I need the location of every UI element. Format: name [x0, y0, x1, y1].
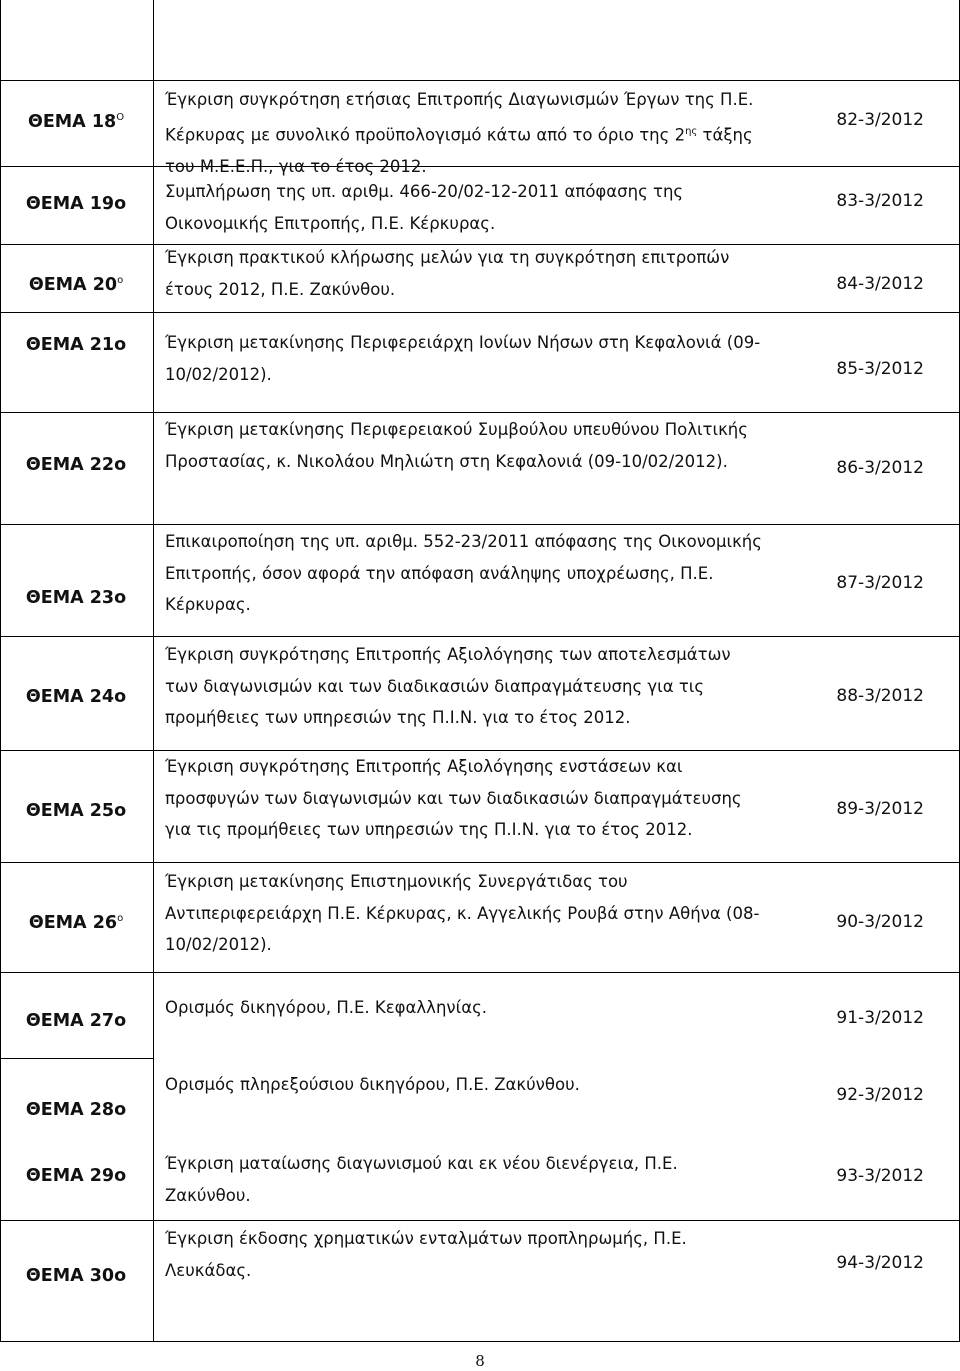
topic-label: ΘΕΜΑ 29ο [25, 1166, 127, 1186]
decision-number: 92-3/2012 [836, 1085, 924, 1105]
decision-number: 84-3/2012 [836, 274, 924, 294]
topic-label: ΘΕΜΑ $26^o$ [28, 913, 124, 933]
row-divider [0, 312, 959, 313]
topic-label: ΘΕΜΑ $18^O$ [27, 112, 125, 132]
column-divider [153, 0, 154, 1341]
topic-superscript: ο [117, 275, 124, 287]
topic-label: ΘΕΜΑ 27ο [25, 1011, 127, 1031]
decision-number: 87-3/2012 [836, 573, 924, 593]
decision-number: 83-3/2012 [836, 191, 924, 211]
page-number: 8 [475, 1352, 485, 1370]
topic-label: ΘΕΜΑ 28ο [25, 1100, 127, 1120]
row-divider [0, 1058, 153, 1059]
subject-text: Έγκριση ματαίωσης διαγωνισμού και εκ νέου διενέργεια, Π.Ε. Ζακύνθου. [165, 1154, 678, 1205]
decision-number: 90-3/2012 [836, 912, 924, 932]
topic-label: ΘΕΜΑ 23ο [25, 588, 127, 608]
topic-label: ΘΕΜΑ 22ο [25, 455, 127, 475]
topic-label: ΘΕΜΑ 30ο [25, 1266, 127, 1286]
subject-text: Έγκριση συγκρότησης Επιτροπής Αξιολόγησης των αποτελεσμάτων των διαγωνισμών και των διαδικασιών διαπραγμάτευσης για τις προμήθειες των υπηρεσιών της Π.Ι.Ν. για το έτος 2012. [165, 645, 731, 727]
decision-number: 85-3/2012 [836, 359, 924, 379]
subject-text: Έγκριση συγκρότησης Επιτροπής Αξιολόγησης ενστάσεων και προσφυγών των διαγωνισμών και των διαδικασιών διαπραγμάτευσης για τις προμήθειες των υπηρεσιών της Π.Ι.Ν. για το έτος 2012. [165, 757, 742, 839]
row-divider [0, 524, 959, 525]
topic-label: ΘΕΜΑ 21ο [25, 335, 127, 355]
decision-number: 89-3/2012 [836, 799, 924, 819]
subject-text: Έγκριση έκδοσης χρηματικών ενταλμάτων προπληρωμής, Π.Ε. Λευκάδας. [165, 1229, 687, 1280]
topic-label: ΘΕΜΑ 25ο [25, 801, 127, 821]
subject-text: Έγκριση πρακτικού κλήρωσης μελών για τη συγκρότηση επιτροπών έτους 2012, Π.Ε. Ζακύνθου. [165, 248, 730, 299]
row-divider [0, 412, 959, 413]
subject-text: Ορισμός δικηγόρου, Π.Ε. Κεφαλληνίας. [165, 998, 488, 1017]
decision-number: 93-3/2012 [836, 1166, 924, 1186]
subject-superscript: ης [685, 125, 698, 137]
row-divider [0, 80, 959, 81]
topic-superscript: Ο [116, 112, 125, 124]
decision-number: 94-3/2012 [836, 1253, 924, 1273]
subject-text: Έγκριση μετακίνησης Περιφερειακού Συμβούλου υπευθύνου Πολιτικής Προστασίας, κ. Νικολάου Μηλιώτη στη Κεφαλονιά (09-10/02/2012). [165, 420, 748, 471]
subject-text: Επικαιροποίηση της υπ. αριθμ. 552-23/2011 απόφασης της Οικονομικής Επιτροπής, όσον αφορά την απόφαση ανάληψης υποχρέωσης, Π.Ε. Κέρκυρας. [165, 532, 762, 614]
row-divider [0, 862, 959, 863]
row-divider [0, 972, 959, 973]
topic-label: ΘΕΜΑ 24ο [25, 687, 127, 707]
decision-number: 91-3/2012 [836, 1008, 924, 1028]
subject-text: Ορισμός πληρεξούσιου δικηγόρου, Π.Ε. Ζακύνθου. [165, 1075, 580, 1094]
decision-number: 88-3/2012 [836, 686, 924, 706]
subject-text: Έγκριση συγκρότηση ετήσιας Επιτροπής Διαγωνισμών Έργων της Π.Ε. Κέρκυρας με συνολικό προϋπολογισμό κάτω από το όριο της $2^{\eta\varsigma}$ τάξης του Μ.Ε.Ε.Π., για το έτος 2012. [165, 90, 754, 176]
row-divider [0, 636, 959, 637]
decision-number: 86-3/2012 [836, 458, 924, 478]
subject-text: Συμπλήρωση της υπ. αριθμ. 466-20/02-12-2011 απόφασης της Οικονομικής Επιτροπής, Π.Ε. Κέρκυρας. [165, 182, 684, 233]
decision-number: 82-3/2012 [836, 110, 924, 130]
topic-label: ΘΕΜΑ 19ο [25, 194, 127, 214]
subject-text: Έγκριση μετακίνησης Περιφερειάρχη Ιονίων Νήσων στη Κεφαλονιά (09-10/02/2012). [165, 333, 761, 384]
topic-label: ΘΕΜΑ $20^o$ [28, 275, 124, 295]
topic-superscript: ο [117, 913, 124, 925]
subject-text: Έγκριση μετακίνησης Επιστημονικής Συνεργάτιδας του Αντιπεριφερειάρχη Π.Ε. Κέρκυρας, κ. Αγγελικής Ρουβά στην Αθήνα (08-10/02/2012). [165, 872, 760, 954]
row-divider [0, 1220, 959, 1221]
